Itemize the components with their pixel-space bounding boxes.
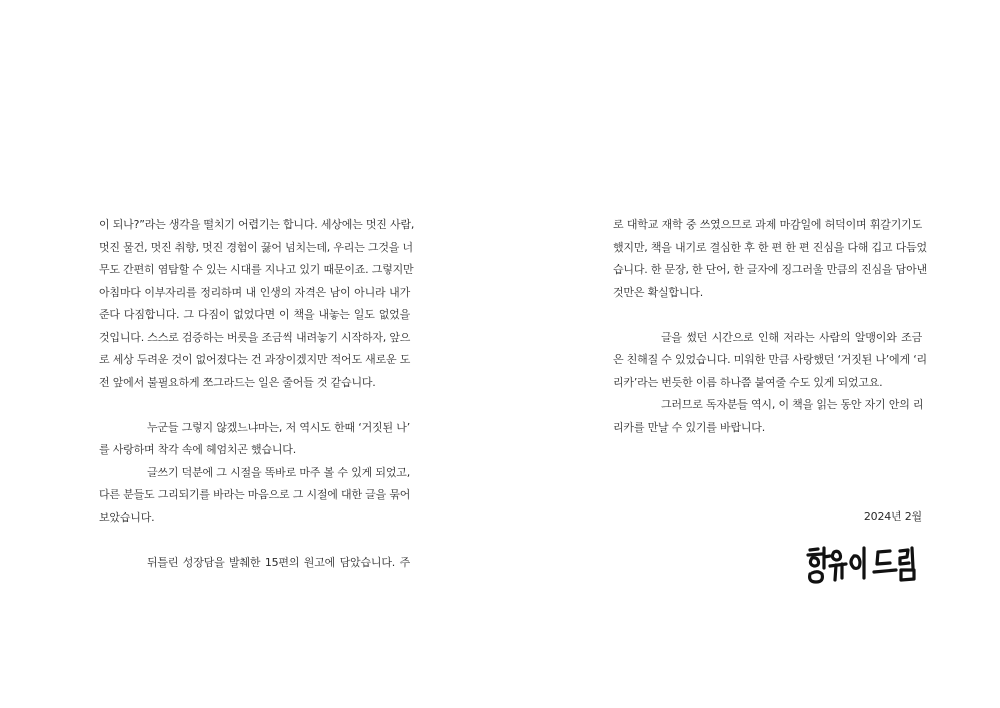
- date: 2024년 2월: [863, 510, 922, 523]
- text-line: 아침마다 이부자리를 정리하며 내 인생의 자격은 남이 아니라 내가: [99, 285, 410, 299]
- text-line: 은 친해질 수 있었습니다. 미워한 만큼 사랑했던 ‘거짓된 나’에게 ‘리: [613, 353, 927, 366]
- text-line: 것입니다. 스스로 검증하는 버릇을 조금씩 내려놓기 시작하자, 앞으: [99, 330, 411, 344]
- left-page: [99, 214, 415, 574]
- text-line: 이 되나?”라는 생각을 떨치기 어렵기는 합니다. 세상에는 멋진 사람,: [99, 218, 415, 231]
- text-line: 글쓰기 덕분에 그 시절을 똑바로 마주 볼 수 있게 되었고,: [147, 465, 410, 479]
- right-paragraph-1: [613, 214, 927, 304]
- text-line: 전 앞에서 불필요하게 쪼그라드는 일은 줄어들 것 같습니다.: [99, 375, 376, 389]
- text-line: 무도 간편히 염탐할 수 있는 시대를 지나고 있기 때문이죠. 그렇지만: [99, 263, 414, 276]
- text-line: 를 사랑하며 착각 속에 헤엄치곤 했습니다.: [99, 443, 297, 456]
- text-line: 로 세상 두려운 것이 없어졌다는 건 과장이겠지만 적어도 새로운 도: [99, 353, 411, 366]
- right-page: [613, 214, 927, 614]
- text-line: 뒤틀린 성장담을 발췌한 15편의 원고에 담았습니다. 주: [147, 555, 410, 569]
- left-paragraph-1: [99, 214, 415, 394]
- signature-graphic: [804, 542, 924, 592]
- text-line: 리카’라는 번듯한 이름 하나쯤 붙여줄 수도 있게 되었고요.: [613, 375, 883, 389]
- text-line: 보았습니다.: [99, 510, 155, 524]
- text-line: 했지만, 책을 내기로 결심한 후 한 편 한 편 진심을 다해 깁고 다듬었: [613, 240, 927, 254]
- right-paragraph-2: [613, 327, 927, 440]
- text-line: 습니다. 한 문장, 한 단어, 한 글자에 징그러울 만큼의 진심을 담아낸: [613, 263, 927, 276]
- text-line: 다른 분들도 그리되기를 바라는 마음으로 그 시절에 대한 글을 묶어: [99, 488, 411, 501]
- text-line: 리카를 만날 수 있기를 바랍니다.: [613, 420, 766, 434]
- text-line: 멋진 물건, 멋진 취향, 멋진 경험이 끓어 넘치는데, 우리는 그것을 너: [99, 240, 413, 254]
- text-line: 준다 다짐합니다. 그 다짐이 없었다면 이 책을 내놓는 일도 없었을: [99, 308, 410, 321]
- text-line: 그러므로 독자분들 역시, 이 책을 읽는 동안 자기 안의 리: [661, 398, 924, 411]
- handwritten-signature: [804, 542, 924, 592]
- text-line: 것만은 확실합니다.: [613, 285, 704, 299]
- text-line: 글을 썼던 시간으로 인해 저라는 사람의 알맹이와 조금: [661, 330, 922, 344]
- text-line: 누군들 그렇지 않겠느냐마는, 저 역시도 한때 ‘거짓된 나’: [147, 420, 410, 434]
- text-line: 로 대학교 재학 중 쓰였으므로 과제 마감일에 허덕이며 휘갈기기도: [613, 218, 922, 231]
- left-paragraph-3: [99, 552, 410, 575]
- left-paragraph-2: [99, 417, 410, 530]
